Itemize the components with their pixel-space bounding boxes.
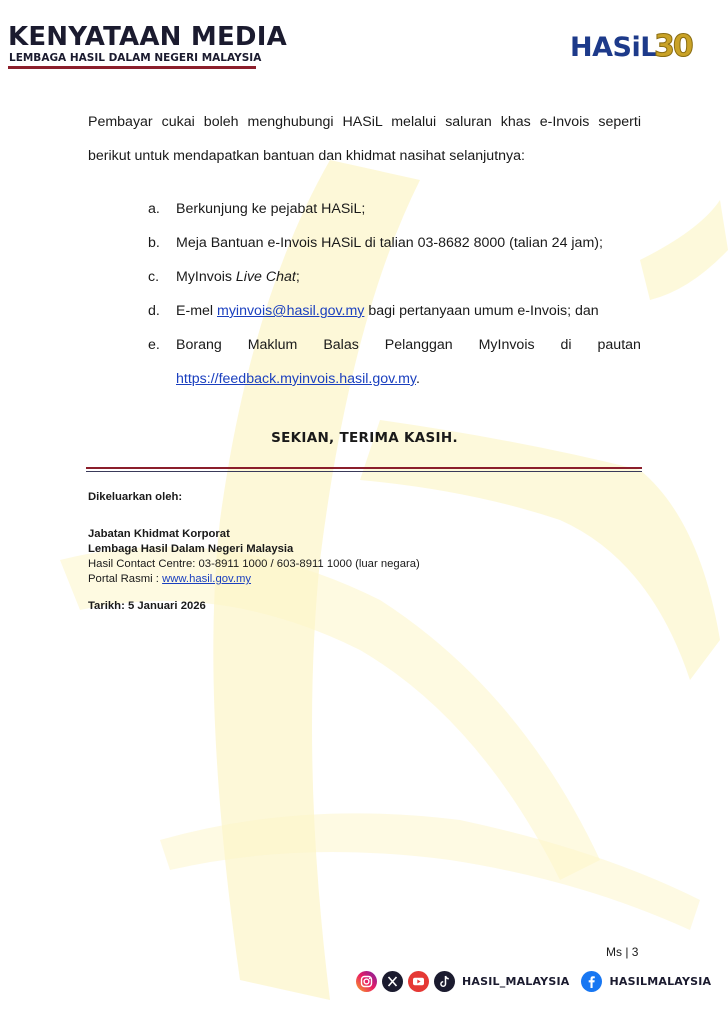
closing-text: SEKIAN, TERIMA KASIH. [271,430,458,446]
list-item [148,331,641,401]
list-item-text-after: ; [295,269,300,285]
instagram-icon[interactable] [356,971,377,992]
word: Pelanggan [384,337,453,353]
list-marker: b. [148,235,160,251]
header-rule [8,66,256,69]
list-item [148,195,641,229]
intro-paragraph: Pembayar cukai boleh menghubungi HASiL melalui saluran khas e-Invois seperti berikut untuk mendapatkan bantuan dan khidmat nasihat selanjutnya: [88,114,641,164]
portal-link[interactable]: www.hasil.gov.my [162,573,252,585]
contact-centre: Hasil Contact Centre: 03-8911 1000 / 603-8911 1000 (luar negara) [88,558,420,570]
divider-rule [86,467,642,469]
list-item-text [176,303,599,319]
feedback-link[interactable]: https://feedback.myinvois.hasil.gov.my [176,371,416,387]
word: pautan [597,337,641,353]
list-marker: a. [148,201,160,217]
social-handle[interactable]: HASIL_MALAYSIA [462,974,570,988]
list-item-text-plain: MyInvois [176,269,236,285]
header-title: KENYATAAN MEDIA [8,22,287,52]
list-item [148,297,641,331]
facebook-icon[interactable] [581,971,602,992]
word: Borang [176,337,222,353]
email-link[interactable]: myinvois@hasil.gov.my [217,303,365,319]
list-item-text-before: E-mel [176,303,217,319]
portal-label: Portal Rasmi : [88,573,163,585]
header-subtitle: LEMBAGA HASIL DALAM NEGERI MALAYSIA [9,52,262,64]
word: Maklum [247,337,298,353]
list-marker: c. [148,269,160,285]
department-name: Jabatan Khidmat Korporat [88,528,230,540]
list-marker: d. [148,303,160,319]
x-icon[interactable] [382,971,403,992]
social-footer [356,966,712,996]
page-number: Ms | 3 [606,945,639,959]
logo-word: HASiL [570,32,657,63]
logo-number: 30 [654,29,692,64]
social-handle[interactable]: HASILMALAYSIA [609,974,712,988]
issue-date: Tarikh: 5 Januari 2026 [88,600,206,612]
list-item-link-line [176,365,641,394]
spacer [88,505,508,527]
word: di [560,337,572,353]
organisation-name: Lembaga Hasil Dalam Negeri Malaysia [88,543,294,555]
channel-list [148,195,641,401]
youtube-icon[interactable] [408,971,429,992]
page-header [0,0,728,80]
list-item [148,229,641,263]
list-item-text [176,269,300,285]
live-chat-italic: Live Chat [235,269,296,285]
tiktok-icon[interactable] [434,971,455,992]
list-item [148,263,641,297]
hasil-30-logo [570,30,706,68]
list-item-text-after: bagi pertanyaan umum e-Invois; dan [364,303,599,319]
list-item-text: Berkunjung ke pejabat HASiL; [176,201,366,217]
issued-by-label: Dikeluarkan oleh: [88,491,183,503]
list-item-text-after: . [415,371,420,387]
portal-line [88,572,508,587]
list-marker: e. [148,337,160,353]
word: MyInvois [478,337,535,353]
list-item-text-line [176,331,641,360]
divider-rule-thin [86,471,642,472]
spacer [88,587,508,599]
list-item-text: Meja Bantuan e-Invois HASiL di talian 03-8682 8000 (talian 24 jam); [176,235,603,251]
word: Balas [323,337,359,353]
issuer-block [88,490,508,614]
